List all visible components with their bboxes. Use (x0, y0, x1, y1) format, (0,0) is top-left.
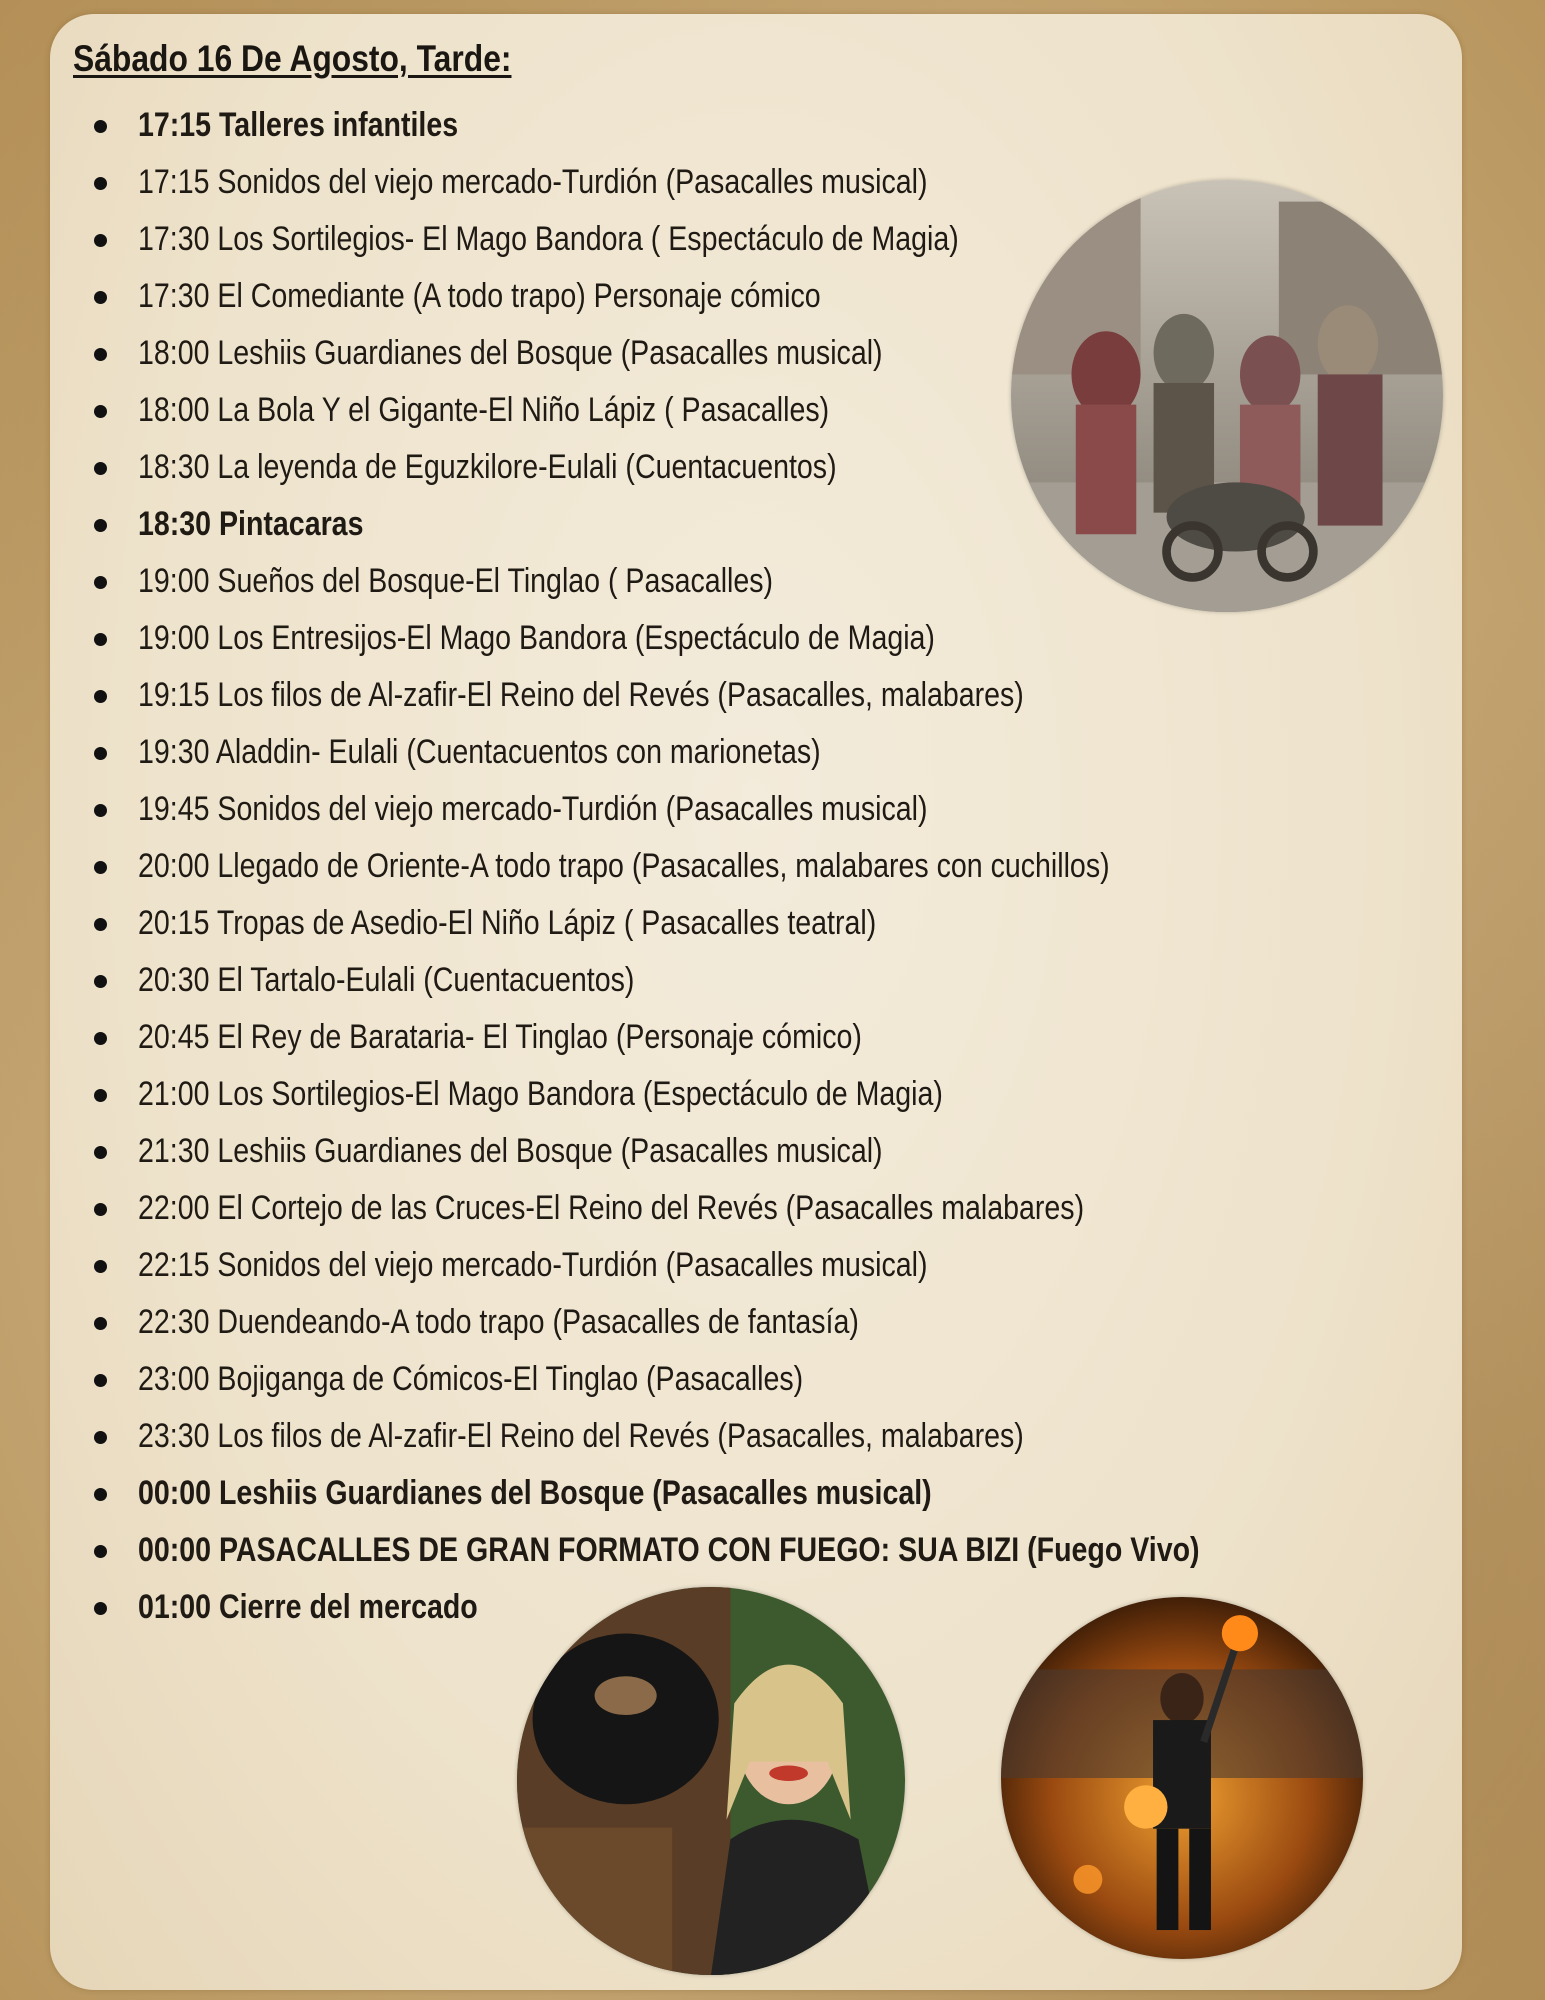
bullet-icon (94, 120, 107, 133)
schedule-item-text: 18:30 Pintacaras (138, 505, 364, 543)
bullet-icon (94, 405, 107, 418)
bullet-icon (94, 975, 107, 988)
schedule-item-text: 17:30 Los Sortilegios- El Mago Bandora ( Espectáculo de Magia) (138, 220, 959, 258)
schedule-item (90, 1351, 1470, 1408)
schedule-item-text: 19:30 Aladdin- Eulali (Cuentacuentos con marionetas) (138, 733, 821, 771)
bullet-icon (94, 348, 107, 361)
schedule-item (90, 895, 1470, 952)
schedule-item (90, 1465, 1470, 1522)
schedule-item-text: 22:15 Sonidos del viejo mercado-Turdión (Pasacalles musical) (138, 1246, 928, 1284)
bullet-icon (94, 747, 107, 760)
schedule-item (90, 724, 1470, 781)
bullet-icon (94, 1374, 107, 1387)
bullet-icon (94, 804, 107, 817)
bullet-icon (94, 1545, 107, 1558)
schedule-item (90, 1522, 1470, 1579)
schedule-item-text: 00:00 Leshiis Guardianes del Bosque (Pasacalles musical) (138, 1474, 932, 1512)
schedule-item-text: 00:00 PASACALLES DE GRAN FORMATO CON FUEGO: SUA BIZI (Fuego Vivo) (138, 1531, 1200, 1569)
schedule-item-text: 20:30 El Tartalo-Eulali (Cuentacuentos) (138, 961, 635, 999)
bullet-icon (94, 1203, 107, 1216)
bullet-icon (94, 690, 107, 703)
bullet-icon (94, 1146, 107, 1159)
schedule-item (90, 781, 1470, 838)
bullet-icon (94, 462, 107, 475)
bullet-icon (94, 234, 107, 247)
bullet-icon (94, 1602, 107, 1615)
schedule-item-text: 18:00 La Bola Y el Gigante-El Niño Lápiz ( Pasacalles) (138, 391, 830, 429)
schedule-item-text: 20:45 El Rey de Barataria- El Tinglao (Personaje cómico) (138, 1018, 862, 1056)
schedule-item-text: 17:15 Talleres infantiles (138, 106, 459, 144)
bullet-icon (94, 1032, 107, 1045)
schedule-item-text: 20:15 Tropas de Asedio-El Niño Lápiz ( Pasacalles teatral) (138, 904, 877, 942)
schedule-item-text: 19:00 Sueños del Bosque-El Tinglao ( Pasacalles) (138, 562, 774, 600)
schedule-item (90, 610, 1470, 667)
schedule-item-text: 22:30 Duendeando-A todo trapo (Pasacalles de fantasía) (138, 1303, 859, 1341)
bullet-icon (94, 1089, 107, 1102)
bullet-icon (94, 1431, 107, 1444)
schedule-item-text: 18:00 Leshiis Guardianes del Bosque (Pasacalles musical) (138, 334, 883, 372)
fire-performer-photo (1001, 1597, 1363, 1959)
schedule-item (90, 1009, 1470, 1066)
schedule-item-text: 17:30 El Comediante (A todo trapo) Personaje cómico (138, 277, 821, 315)
bullet-icon (94, 633, 107, 646)
schedule-item-text: 23:30 Los filos de Al-zafir-El Reino del Revés (Pasacalles, malabares) (138, 1417, 1024, 1455)
costumed-troupe-photo (1011, 180, 1443, 612)
bullet-icon (94, 918, 107, 931)
schedule-item-text: 20:00 Llegado de Oriente-A todo trapo (Pasacalles, malabares con cuchillos) (138, 847, 1110, 885)
page-title: Sábado 16 De Agosto, Tarde: (73, 38, 512, 79)
bullet-icon (94, 1260, 107, 1273)
bullet-icon (94, 576, 107, 589)
bullet-icon (94, 1488, 107, 1501)
puppet-storyteller-photo (517, 1587, 905, 1975)
schedule-item-text: 17:15 Sonidos del viejo mercado-Turdión (Pasacalles musical) (138, 163, 928, 201)
bullet-icon (94, 177, 107, 190)
schedule-item-text: 21:30 Leshiis Guardianes del Bosque (Pasacalles musical) (138, 1132, 883, 1170)
bullet-icon (94, 519, 107, 532)
bullet-icon (94, 1317, 107, 1330)
schedule-item-text: 21:00 Los Sortilegios-El Mago Bandora (Espectáculo de Magia) (138, 1075, 943, 1113)
schedule-item (90, 1066, 1470, 1123)
bullet-icon (94, 861, 107, 874)
schedule-item (90, 952, 1470, 1009)
schedule-item (90, 1123, 1470, 1180)
schedule-item (90, 1294, 1470, 1351)
schedule-item-text: 19:15 Los filos de Al-zafir-El Reino del Revés (Pasacalles, malabares) (138, 676, 1024, 714)
schedule-item (90, 1237, 1470, 1294)
schedule-item-text: 23:00 Bojiganga de Cómicos-El Tinglao (Pasacalles) (138, 1360, 804, 1398)
schedule-item (90, 667, 1470, 724)
schedule-item (90, 97, 1470, 154)
schedule-item (90, 1180, 1470, 1237)
schedule-item-text: 19:00 Los Entresijos-El Mago Bandora (Espectáculo de Magia) (138, 619, 935, 657)
schedule-item (90, 838, 1470, 895)
schedule-item-text: 22:00 El Cortejo de las Cruces-El Reino del Revés (Pasacalles malabares) (138, 1189, 1085, 1227)
schedule-item-text: 01:00 Cierre del mercado (138, 1588, 478, 1626)
schedule-item-text: 18:30 La leyenda de Eguzkilore-Eulali (Cuentacuentos) (138, 448, 837, 486)
schedule-item-text: 19:45 Sonidos del viejo mercado-Turdión (Pasacalles musical) (138, 790, 928, 828)
bullet-icon (94, 291, 107, 304)
schedule-item (90, 1408, 1470, 1465)
